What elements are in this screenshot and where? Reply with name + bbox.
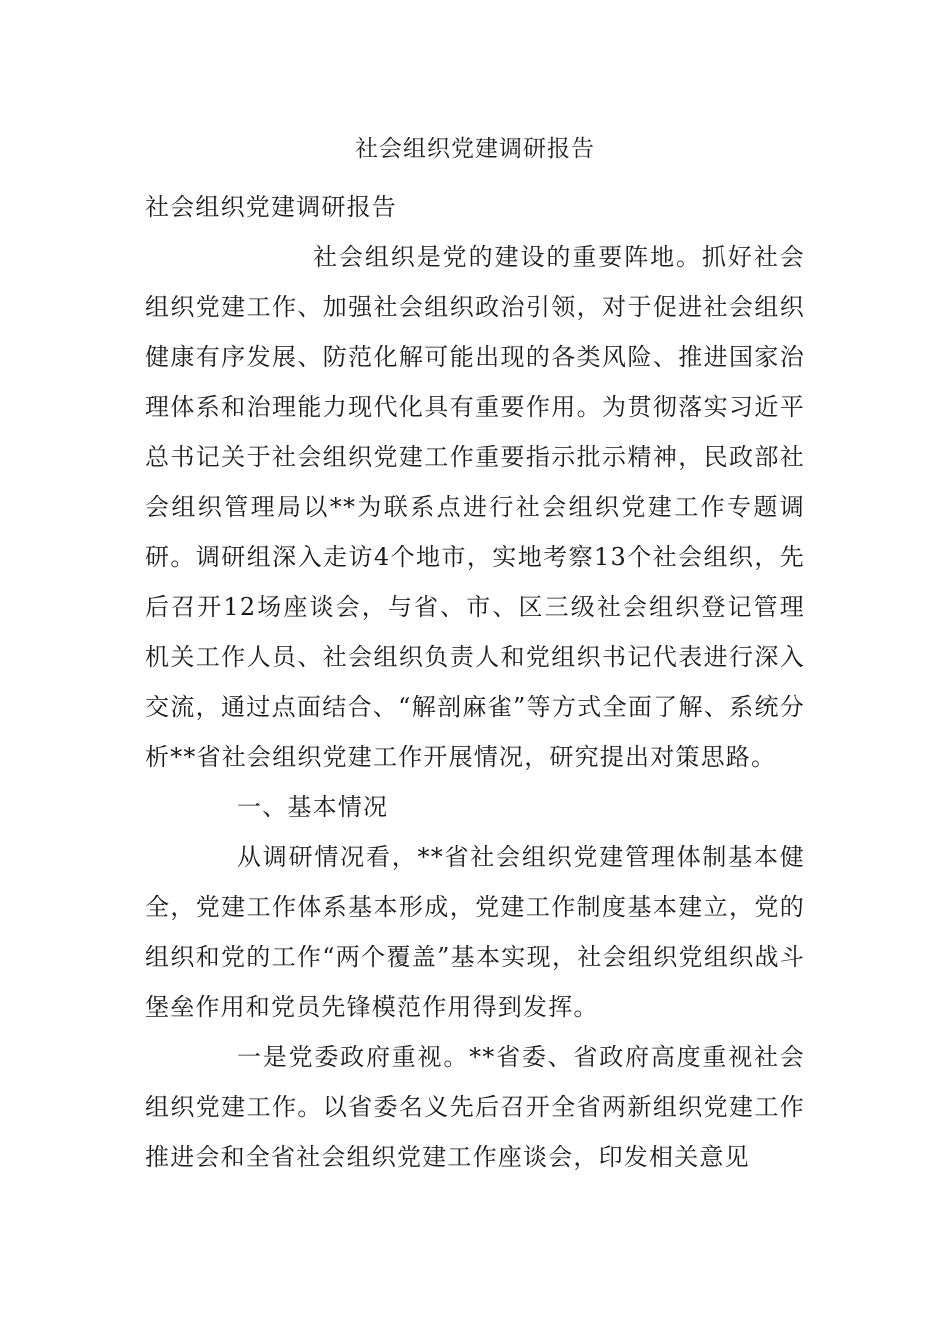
paragraph-party-committee: 一是党委政府重视。**省委、省政府高度重视社会组织党建工作。以省委名义先后召开全省两新组织党建工作推进会和全省社会组织党建工作座谈会，印发相关意见: [145, 1043, 805, 1171]
paragraph-intro: 社会组织是党的建设的重要阵地。抓好社会组织党建工作、加强社会组织政治引领，对于促进社会组织健康有序发展、防范化解可能出现的各类风险、推进国家治理体系和治理能力现代化具有重要作用。为贯彻落实习近平总书记关于社会组织党建工作重要指示批示精神，民政部社会组织管理局以**为联系点进行社会组织党建工作专题调研。调研组深入走访4个地市，实地考察13个社会组织，先后召开12场座谈会，与省、市、区三级社会组织登记管理机关工作人员、社会组织负责人和党组织书记代表进行深入交流，通过点面结合、“解剖麻雀”等方式全面了解、系统分析**省社会组织党建工作开展情况，研究提出对策思路。: [145, 243, 805, 771]
document-title: 社会组织党建调研报告: [355, 136, 595, 162]
section-heading-basic-situation: 一、基本情况: [237, 793, 389, 821]
paragraph-survey-findings: 从调研情况看，**省社会组织党建管理体制基本健全，党建工作体系基本形成，党建工作制度基本建立，党的组织和党的工作“两个覆盖”基本实现，社会组织党组织战斗堡垒作用和党员先锋模范作用得到发挥。: [145, 843, 805, 1021]
document-subtitle: 社会组织党建调研报告: [145, 193, 397, 221]
document-body: [145, 182, 805, 1182]
